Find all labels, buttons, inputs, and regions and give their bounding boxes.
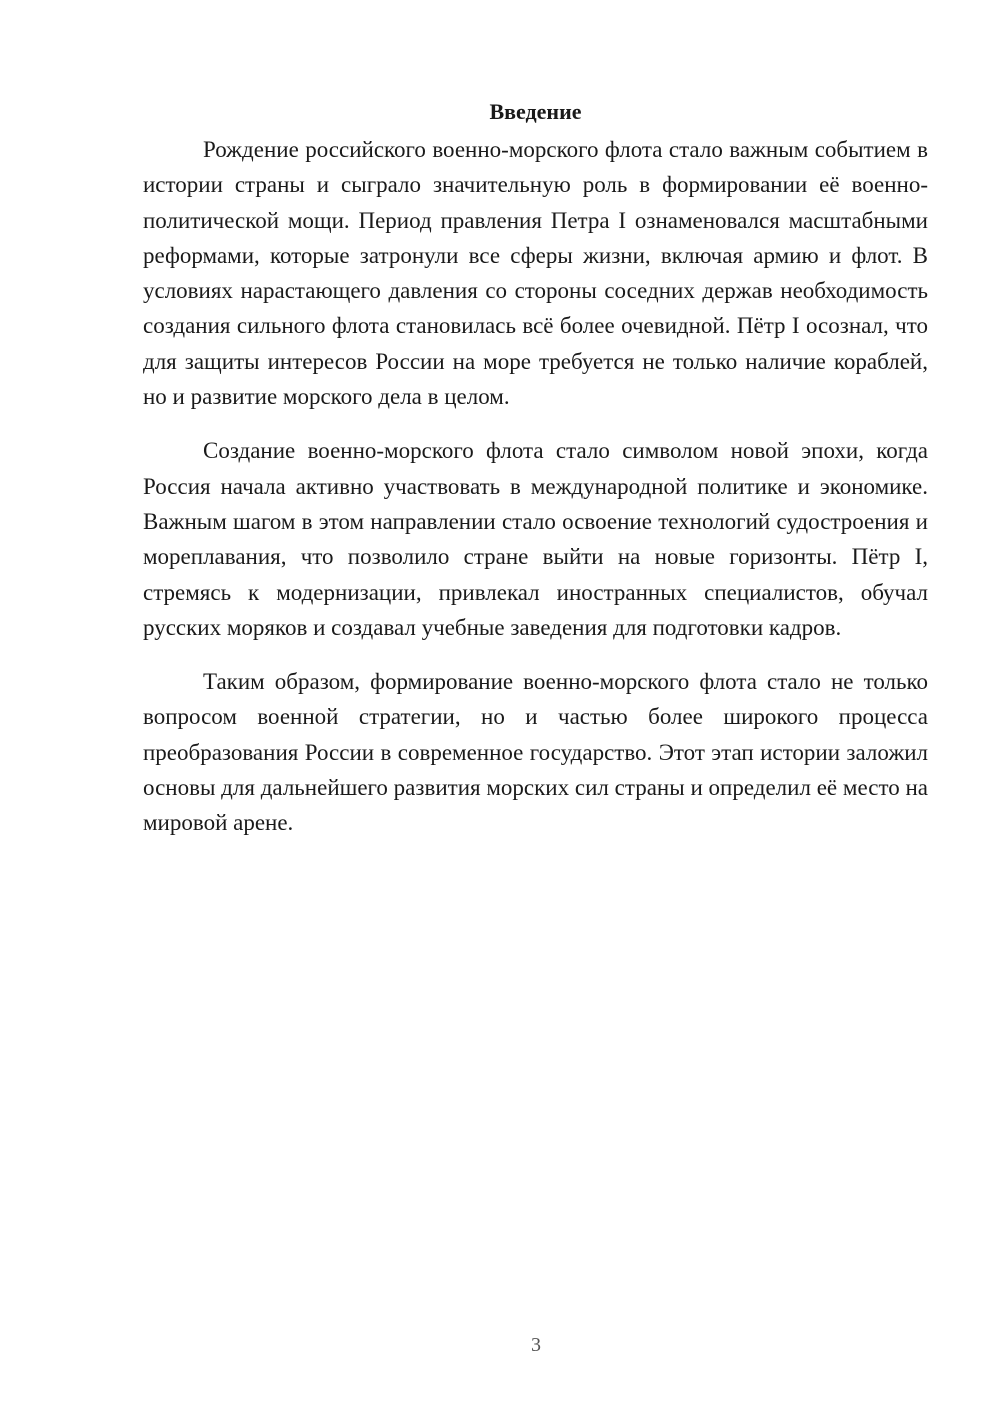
paragraph-2: Создание военно-морского флота стало символом новой эпохи, когда Россия начала активно участвовать в международной политике и экономике. Важным шагом в этом направлении стало освоение технологий судостроения и мореплавания, что позволило стране выйти на новые горизонты. Пётр I, стремясь к модернизации, привлекал иностранных специалистов, обучал русских моряков и создавал учебные заведения для подготовки кадров. [143,438,928,640]
page-title: Введение [489,99,582,124]
page-number: 3 [531,1334,541,1356]
paragraph-1: Рождение российского военно-морского флота стало важным событием в истории страны и сыграло значительную роль в формировании её военно-политической мощи. Период правления Петра I ознаменовался масштабными реформами, которые затронули все сферы жизни, включая армию и флот. В условиях нарастающего давления со стороны соседних держав необходимость создания сильного флота становилась всё более очевидной. Пётр I осознал, что для защиты интересов России на море требуется не только наличие кораблей, но и развитие морского дела в целом. [143,137,928,410]
paragraph-3: Таким образом, формирование военно-морского флота стало не только вопросом военной стратегии, но и частью более широкого процесса преобразования России в современное государство. Этот этап истории заложил основы для дальнейшего развития морских сил страны и определил её место на мировой арене. [143,669,928,836]
page-content [143,96,928,841]
